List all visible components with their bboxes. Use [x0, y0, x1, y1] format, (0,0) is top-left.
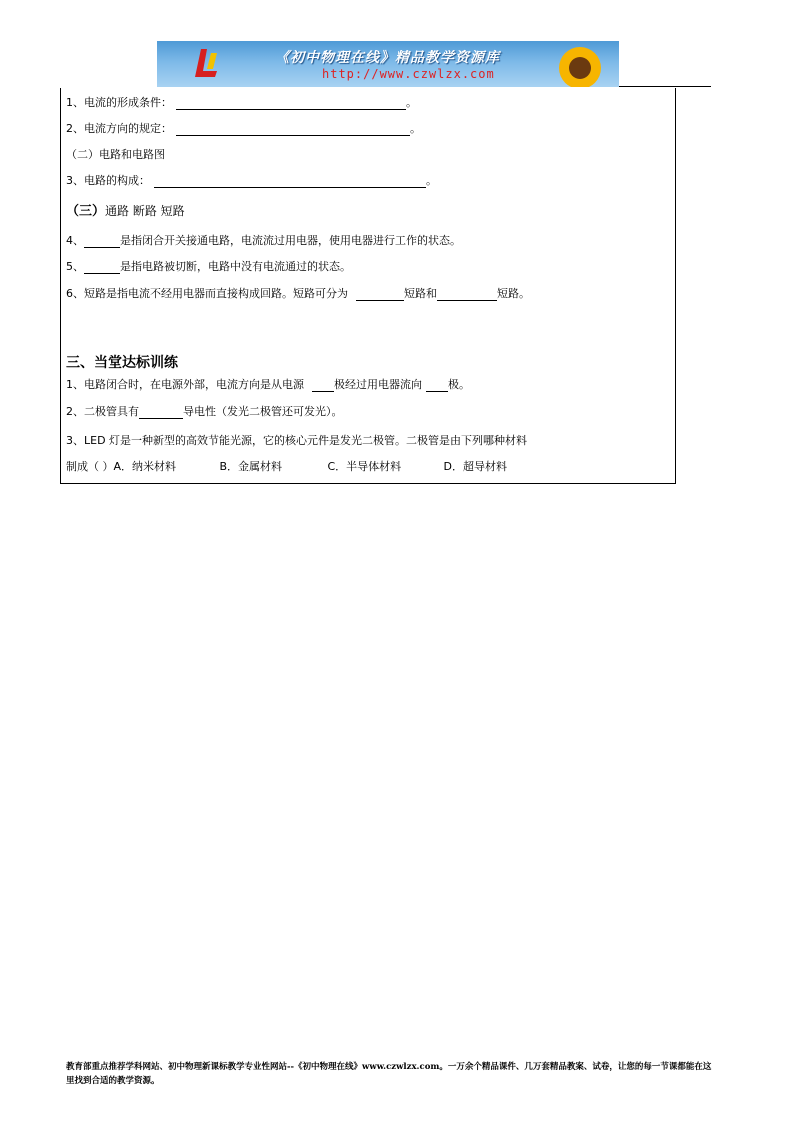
answer-blank[interactable]	[437, 288, 497, 301]
training-question-2: 2、二极管具有 导电性（发光二极管还可发光）。	[66, 405, 343, 418]
option-b[interactable]: B．金属材料	[219, 460, 283, 473]
question-3: 3、电路的构成： 。	[66, 174, 437, 187]
header-banner	[157, 41, 619, 87]
training-question-3-options: 制成（ ）A．纳米材料 B．金属材料 C．半导体材料 D．超导材料	[66, 460, 507, 473]
question-2: 2、电流方向的规定： 。	[66, 122, 421, 135]
section-heading-training: 三、当堂达标训练	[66, 355, 178, 371]
answer-blank[interactable]	[426, 379, 448, 392]
training-question-1: 1、电路闭合时，在电源外部，电流方向是从电源 极经过用电器流向 极。	[66, 378, 470, 391]
answer-blank[interactable]	[139, 406, 183, 419]
answer-blank[interactable]	[154, 175, 426, 188]
answer-blank[interactable]	[84, 235, 120, 248]
question-6: 6、短路是指电流不经用电器而直接构成回路。短路可分为 短路和 短路。	[66, 287, 530, 300]
sunflower-icon	[557, 45, 603, 87]
banner-title: 《初中物理在线》精品教学资源库	[275, 50, 500, 66]
option-c[interactable]: C．半导体材料	[327, 460, 402, 473]
page-footer: 教育部重点推荐学科网站、初中物理新课标教学专业性网站--《初中物理在线》www.czwlzx.com。一万余个精品课件、几万套精品教案、试卷，让您的每一节课都能在这里找到合适的教学资源。	[66, 1062, 712, 1086]
banner-url[interactable]: http://www.czwlzx.com	[322, 67, 495, 81]
logo-icon	[187, 47, 223, 83]
answer-blank[interactable]	[356, 288, 404, 301]
option-d[interactable]: D．超导材料	[443, 460, 507, 473]
question-1: 1、电流的形成条件： 。	[66, 96, 417, 109]
training-question-3: 3、LED 灯是一种新型的高效节能光源，它的核心元件是发光二极管。二极管是由下列哪种材料	[66, 434, 528, 447]
subsection-2: （二）电路和电路图	[66, 148, 165, 161]
answer-blank[interactable]	[176, 97, 406, 110]
header-rule	[619, 86, 711, 87]
answer-blank[interactable]	[84, 261, 120, 274]
answer-blank[interactable]	[312, 379, 334, 392]
question-5: 5、 是指电路被切断，电路中没有电流通过的状态。	[66, 260, 351, 273]
question-4: 4、 是指闭合开关接通电路，电流流过用电器，使用电器进行工作的状态。	[66, 234, 461, 247]
option-a[interactable]: A．纳米材料	[113, 460, 177, 473]
answer-blank[interactable]	[176, 123, 410, 136]
subsection-3: （三）通路 断路 短路	[66, 204, 185, 219]
